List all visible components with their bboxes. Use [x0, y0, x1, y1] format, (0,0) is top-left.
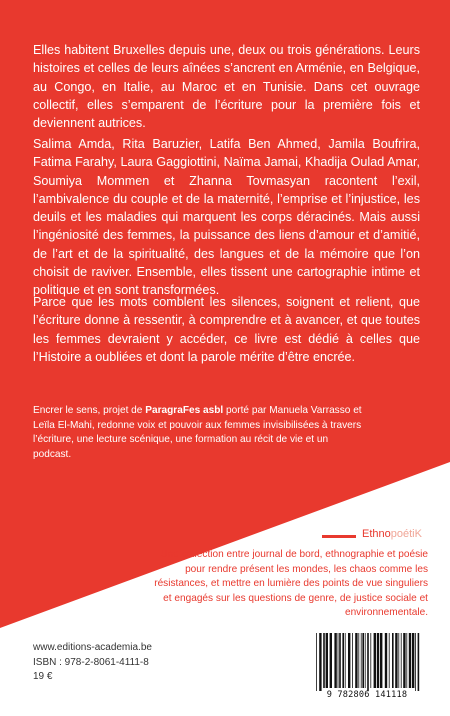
barcode-bar [377, 633, 379, 688]
summary-paragraph-1: Elles habitent Bruxelles depuis une, deux ou trois générations. Leurs histoires et celles de leurs aînées s’ancrent en Arménie, en Belgique, au Congo, en Italie, au Maroc et en Tunisie. Dans cet ouvrage collectif, elles s’emparent de l’écriture pour la première fois et deviennent autrices. [33, 43, 420, 131]
publisher-info [33, 641, 233, 685]
barcode-bar [392, 633, 394, 688]
barcode-bar [323, 633, 325, 688]
barcode-bar [406, 633, 407, 688]
barcode-bar [365, 633, 366, 688]
barcode-bar [326, 633, 328, 688]
credits-rest: porté par Manuela Varrasso et Leïla El-Mahi, redonne voix et pouvoir aux femmes invisibilisées à travers l’écriture, une lecture scénique, une formation au récit de vie et un podcast. [33, 405, 362, 461]
barcode-bar [401, 633, 402, 688]
barcode-bars [308, 631, 426, 691]
barcode-bar [367, 633, 369, 691]
barcode-bar [418, 633, 420, 691]
summary-paragraph-3: Parce que les mots comblent les silences, soignent et relient, que l’écriture donne à ressentir, à comprendre et à avancer, et que toutes les femmes devraient y accéder, ce livre est dédié à celles que l’Histoire a oubliées et dont la parole mérite d’être encrée. [33, 295, 420, 364]
collection-logo-ethno: Ethno [362, 528, 391, 540]
barcode-bar [316, 633, 317, 691]
collection-description: Une collection entre journal de bord, ethnographie et poésie pour rendre présent les mondes, les chaos comme les résistances, et mettre en lumière des points de vue singuliers et engagés sur les questions de genre, de justice sociale et environnementale. [154, 549, 428, 619]
barcode-bar [380, 633, 382, 688]
barcode-bar [385, 633, 387, 688]
credits-organization: ParagraFes asbl [145, 405, 224, 416]
barcode-bar [352, 633, 353, 688]
collection-logo-rule [322, 535, 356, 538]
isbn-barcode [308, 631, 426, 705]
collection-logo-poetik: poétiK [390, 528, 422, 540]
barcode-bar [415, 633, 416, 691]
barcode-bar [330, 633, 332, 688]
barcode-bar [348, 633, 350, 688]
price-label: 19 € [33, 671, 53, 683]
barcode-bar [412, 633, 414, 688]
barcode-bar [355, 633, 357, 688]
barcode-bar [319, 633, 321, 691]
barcode-bar [403, 633, 405, 688]
isbn-number: ISBN : 978-2-8061-4111-8 [33, 656, 149, 668]
barcode-bar [370, 633, 371, 688]
barcode-bar [395, 633, 397, 688]
barcode-bar [398, 633, 399, 688]
barcode-bar [409, 633, 411, 688]
barcode-bar [361, 633, 362, 688]
summary-paragraph-2: Salima Amda, Rita Baruzier, Latifa Ben Ahmed, Jamila Boufrira, Fatima Farahy, Laura Gaggiottini, Naïma Jamai, Khadija Oulad Amar, Soumiya Mommen et Zhanna Tovmasyan racontent l’exil, l’ambivalence du couple et de la maternité, l’emprise et l’injustice, les deuils et les maladies qui marquent les corps déracinés. Mais aussi l’ingéniosité des femmes, la puissance des liens d’amour et d’amitié, de l’art et de la spiritualité, des langues et de la mémoire que l’on choisit de raviver. Ensemble, elles tissent une cartographie intime et politique et en sont transformées. [33, 137, 420, 298]
barcode-bar [345, 633, 346, 688]
barcode-bar [362, 633, 364, 688]
barcode-bar [389, 633, 390, 688]
barcode-bar [358, 633, 359, 688]
collection-logo [196, 527, 426, 541]
barcode-bar [334, 633, 336, 688]
publisher-website: www.editions-academia.be [33, 642, 152, 653]
barcode-bar [342, 633, 344, 688]
credits-lead: Encrer le sens, projet de [33, 405, 146, 416]
barcode-bar [339, 633, 341, 688]
barcode-digits: 9 782806 141118 [326, 690, 408, 700]
barcode-bar [338, 633, 339, 688]
barcode-bar [374, 633, 376, 688]
